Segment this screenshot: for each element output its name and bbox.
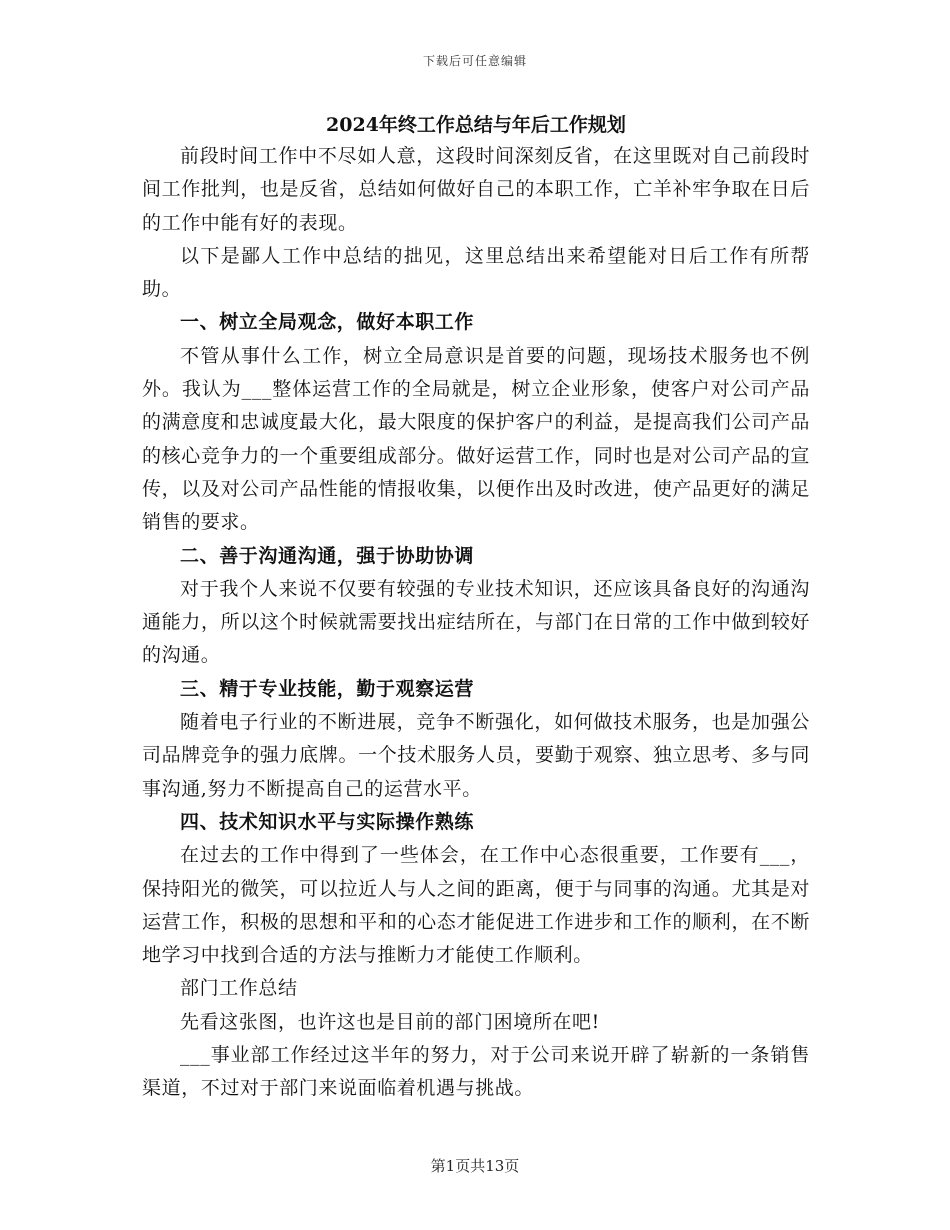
page-footer: 第1页共13页 (430, 1157, 520, 1175)
body-paragraph: 部门工作总结 (180, 977, 298, 1000)
body-paragraph: ___事业部工作经过这半年的努力，对于公司来说开辟了崭新的一条销售渠道，不过对于部门来说面临着机遇与挑战。 (142, 1044, 810, 1100)
document-body (142, 110, 810, 1106)
paragraph-list (142, 140, 810, 1106)
body-paragraph: 以下是鄙人工作中总结的拙见，这里总结出来希望能对日后工作有所帮助。 (142, 244, 810, 301)
section-heading: 一、树立全局观念，做好本职工作 (180, 311, 475, 334)
section-heading: 二、善于沟通沟通，强于协助协调 (180, 544, 475, 567)
body-paragraph: 不管从事什么工作，树立全局意识是首要的问题，现场技术服务也不例外。我认为___整体运营工作的全局就是，树立企业形象，使客户对公司产品的满意度和忠诚度最大化，最大限度的保护客户的利益，是提高我们公司产品的核心竞争力的一个重要组成部分。做好运营工作，同时也是对公司产品的宣传，以及对公司产品性能的情报收集，以便作出及时改进，使产品更好的满足销售的要求。 (142, 344, 810, 534)
header-note: 下载后可任意编辑 (422, 54, 527, 68)
body-paragraph: 随着电子行业的不断进展，竞争不断强化，如何做技术服务，也是加强公司品牌竞争的强力底牌。一个技术服务人员，要勤于观察、独立思考、多与同事沟通,努力不断提高自己的运营水平。 (142, 711, 810, 800)
body-paragraph: 在过去的工作中得到了一些体会，在工作中心态很重要，工作要有___，保持阳光的微笑，可以拉近人与人之间的距离，便于与同事的沟通。尤其是对运营工作，积极的思想和平和的心态才能促进工作进步和工作的顺利，在不断地学习中找到合适的方法与推断力才能使工作顺利。 (142, 844, 810, 967)
section-heading: 四、技术知识水平与实际操作熟练 (180, 810, 475, 833)
body-paragraph: 前段时间工作中不尽如人意，这段时间深刻反省，在这里既对自己前段时间工作批判，也是反省，总结如何做好自己的本职工作，亡羊补牢争取在日后的工作中能有好的表现。 (142, 145, 810, 234)
body-paragraph: 对于我个人来说不仅要有较强的专业技术知识，还应该具备良好的沟通沟通能力，所以这个时候就需要找出症结所在，与部门在日常的工作中做到较好的沟通。 (142, 577, 810, 667)
body-paragraph: 先看这张图，也许这也是目前的部门困境所在吧! (180, 1010, 600, 1033)
section-heading: 三、精于专业技能，勤于观察运营 (180, 677, 475, 700)
document-title: 2024年终工作总结与年后工作规划 (326, 114, 626, 136)
